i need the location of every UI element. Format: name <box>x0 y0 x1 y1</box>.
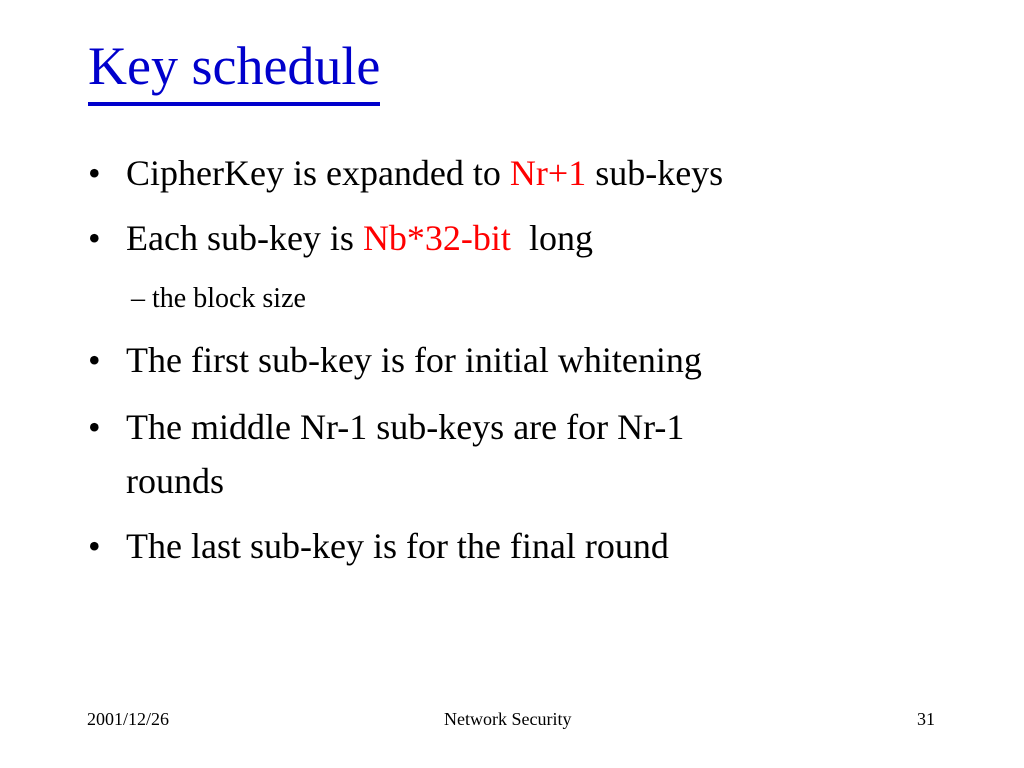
footer-page-number: 31 <box>917 709 935 729</box>
bullet-text-post: sub-keys <box>586 153 724 193</box>
footer-date: 2001/12/26 <box>87 709 170 729</box>
highlight-text: Nb*32-bit <box>362 218 511 258</box>
bullet-text <box>126 215 593 261</box>
bullet-text: The middle Nr-1 sub-keys are for Nr-1 <box>126 407 685 447</box>
slide-title: Key schedule <box>88 30 380 106</box>
bullet-text <box>126 150 723 196</box>
bullet-text: The first sub-key is for initial whitening <box>126 340 702 380</box>
bullet-text-pre: CipherKey is expanded to <box>126 153 510 193</box>
bullet-text: The last sub-key is for the final round <box>126 526 669 566</box>
bullet-marker: • <box>88 340 101 380</box>
bullet-marker: • <box>88 218 101 258</box>
bullet-marker: • <box>88 526 101 566</box>
footer-title: Network Security <box>444 709 572 729</box>
bullet-marker: • <box>88 153 101 193</box>
bullet-text-pre: Each sub-key is <box>126 218 363 258</box>
highlight-text: Nr+1 <box>509 153 587 193</box>
bullet-text-post: long <box>510 218 593 258</box>
sub-bullet-item: – the block size <box>131 283 306 314</box>
bullet-marker: • <box>88 407 101 447</box>
bullet-text: rounds <box>126 461 224 501</box>
